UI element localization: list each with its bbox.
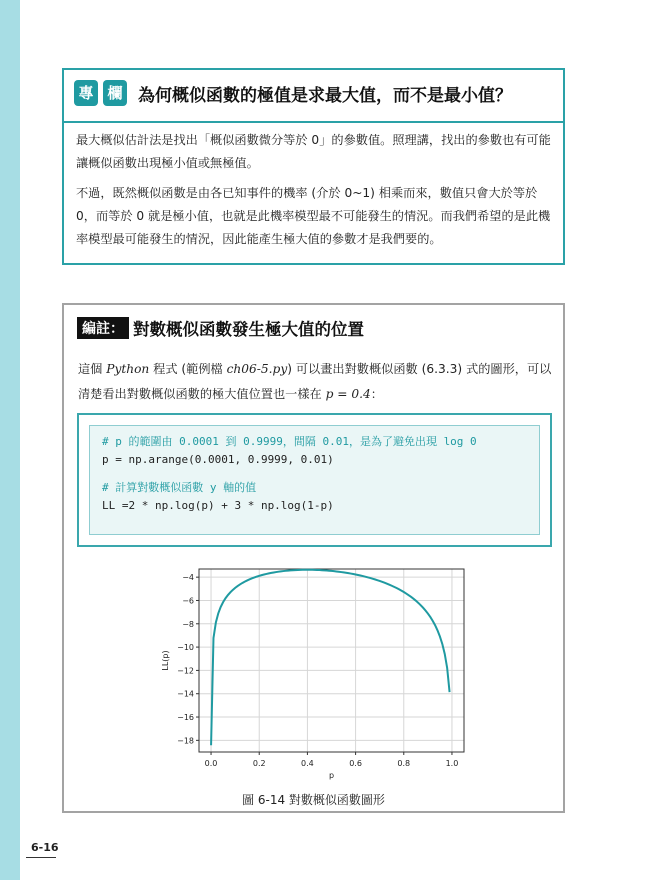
page-number-rule [26,857,56,858]
x-tick-label: 0.4 [301,759,314,768]
intro-equation: p = 0.4 [325,387,371,401]
y-tick-label: −8 [182,619,194,629]
column-box [62,68,565,265]
intro-lang: Python [106,362,150,376]
code-area [89,425,540,535]
y-tick-label: −12 [177,666,194,676]
column-body [76,129,554,258]
column-header [64,70,563,123]
intro-text: 程式 (範例檔 [149,362,227,376]
code-line: LL =2 * np.log(p) + 3 * np.log(1-p) [102,499,334,512]
y-tick-label: −6 [182,596,194,606]
column-tag-1: 專 [74,80,98,106]
note-box [62,303,565,813]
intro-text: 這個 [78,362,107,376]
code-comment: # p 的範圍由 0.0001 到 0.9999，間隔 0.01，是為了避免出現 log 0 [102,435,477,448]
y-tick-label: −18 [177,736,194,746]
column-tag-2: 欄 [103,80,127,106]
x-tick-label: 0.2 [252,759,266,768]
x-tick-label: 1.0 [445,759,459,768]
loglik-chart-svg [156,560,486,790]
note-tag: 編註： [77,317,129,339]
side-color-strip [0,0,20,880]
code-line: p = np.arange(0.0001, 0.9999, 0.01) [102,453,334,466]
x-tick-label: 0.0 [204,759,218,768]
intro-text: ： [370,387,383,401]
plot-area [199,569,464,752]
y-tick-label: −4 [182,573,194,583]
code-comment: # 計算對數概似函數 y 軸的值 [102,481,257,494]
x-tick-label: 0.6 [349,759,362,768]
intro-file: ch06-5.py [226,362,288,376]
note-intro [78,357,556,407]
y-tick-label: −14 [177,689,194,699]
figure-caption: 圖 6-14 對數概似函數圖形 [242,793,385,807]
intro-text: ) 可以畫出對數概似函數 (6.3.3) 式的圖形，可以清楚看出對數概似函數的極大值位置也一樣在 [78,362,552,401]
page-number: 6-16 [31,841,59,854]
y-tick-label: −16 [177,713,194,723]
code-block [77,413,552,547]
column-paragraph: 不過，既然概似函數是由各已知事件的機率 (介於 0~1) 相乘而來，數值只會大於等於 0，而等於 0 就是極小值，也就是此機率模型最不可能發生的情況。而我們希望的是此機率模型最可能發生的情況，因此能產生極大值的參數才是我們要的。 [76,186,551,246]
loglik-chart [156,560,486,790]
y-axis-label: LL(p) [161,650,170,671]
note-header [77,316,364,340]
x-axis-label: p [328,771,335,780]
y-tick-label: −10 [177,643,194,653]
note-title: 對數概似函數發生極大值的位置 [133,320,364,339]
x-tick-label: 0.8 [397,759,411,768]
column-paragraph: 最大概似估計法是找出「概似函數微分等於 0」的參數值。照理講，找出的參數也有可能讓概似函數出現極小值或無極值。 [76,133,551,170]
column-title: 為何概似函數的極值是求最大值，而不是最小值？ [138,86,512,106]
